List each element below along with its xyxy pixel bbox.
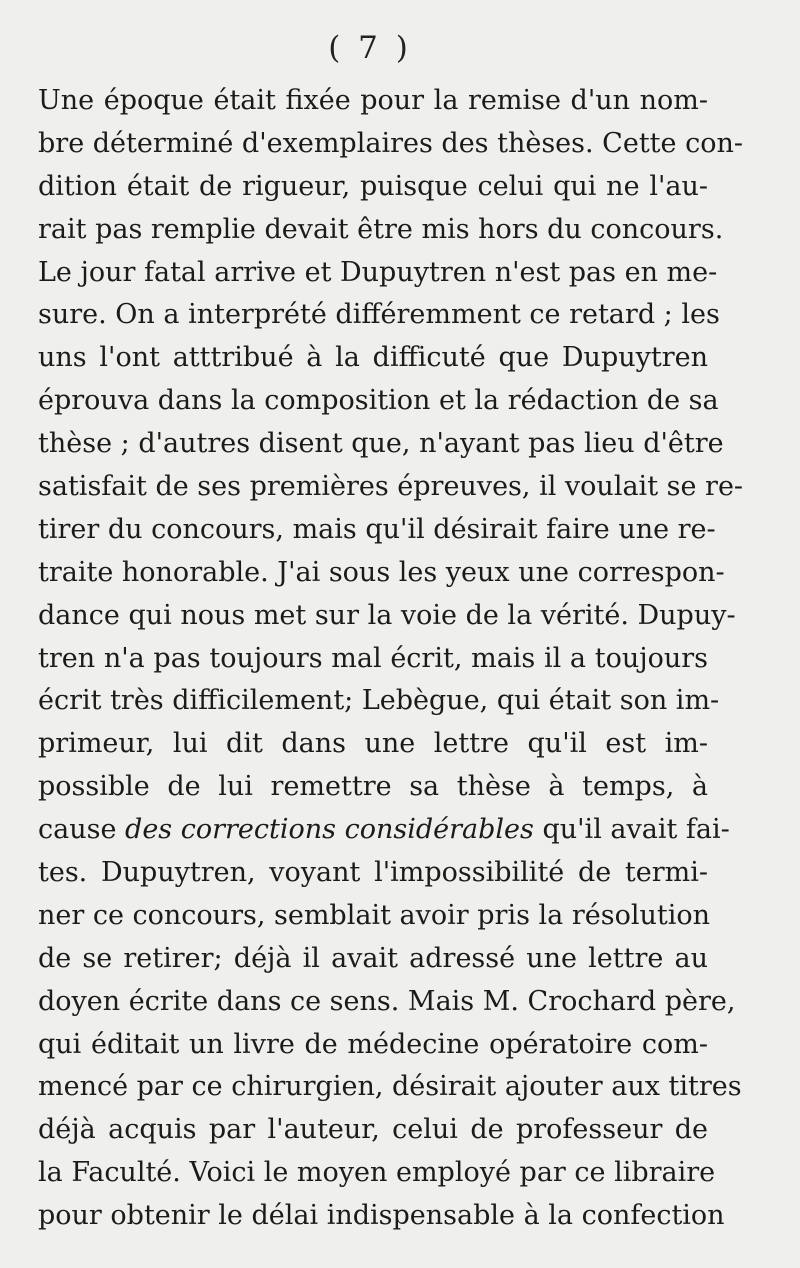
text-segment: qu'il avait fai-: [533, 814, 730, 846]
text-segment: dance qui nous met sur la voie de la vérité. Dupuy-: [38, 599, 736, 631]
text-line: [38, 723, 708, 766]
text-segment: doyen écrite dans ce sens. Mais M. Crochard père,: [38, 985, 736, 1017]
text-line: [38, 852, 708, 895]
text-line: [38, 466, 744, 509]
text-segment: dition était de rigueur, puisque celui qui ne l'au-: [38, 170, 708, 202]
page-number: ( 7 ): [328, 30, 412, 66]
text-segment: primeur, lui dit dans une lettre qu'il est im-: [38, 728, 708, 760]
text-line: [38, 680, 720, 723]
text-line: [38, 80, 708, 123]
text-line: [38, 595, 736, 638]
text-segment: tirer du concours, mais qu'il désirait faire une re-: [38, 513, 716, 545]
text-line: [38, 252, 718, 295]
text-line: [38, 380, 719, 423]
text-line: [38, 552, 725, 595]
text-line: [38, 638, 708, 681]
text-line: [38, 981, 736, 1024]
body-text: [38, 80, 744, 1238]
text-line: [38, 938, 708, 981]
text-line: [38, 895, 708, 938]
text-segment: de se retirer; déjà il avait adressé une lettre au: [38, 942, 708, 974]
text-segment: déjà acquis par l'auteur, celui de professeur de: [38, 1114, 708, 1146]
text-segment: cause: [38, 814, 126, 846]
text-line: [38, 423, 724, 466]
text-line: [38, 1195, 725, 1238]
text-segment: la Faculté. Voici le moyen employé par ce libraire: [38, 1157, 716, 1189]
italic-text: des corrections considérables: [125, 814, 534, 846]
text-line: [38, 337, 708, 380]
text-line: [38, 809, 730, 852]
text-line: [38, 1109, 708, 1152]
text-segment: mencé par ce chirurgien, désirait ajouter aux titres: [38, 1071, 742, 1103]
text-segment: thèse ; d'autres disent que, n'ayant pas lieu d'être: [38, 428, 724, 460]
text-segment: uns l'ont atttribué à la difficuté que Dupuytren: [38, 342, 708, 374]
text-segment: Une époque était fixée pour la remise d'un nom-: [38, 85, 708, 116]
text-line: [38, 166, 708, 209]
text-segment: éprouva dans la composition et la rédaction de sa: [38, 385, 719, 417]
text-segment: pour obtenir le délai indispensable à la confection: [38, 1200, 725, 1232]
text-line: [38, 509, 716, 552]
text-segment: Le jour fatal arrive et Dupuytren n'est pas en me-: [38, 256, 718, 288]
text-line: [38, 1152, 716, 1195]
text-line: [38, 209, 724, 252]
text-segment: ner ce concours, semblait avoir pris la résolution: [38, 899, 710, 931]
text-line: [38, 1066, 742, 1109]
text-line: [38, 1024, 708, 1067]
text-line: [38, 123, 743, 166]
text-line: [38, 766, 708, 809]
text-segment: écrit très difficilement; Lebègue, qui était son im-: [38, 685, 720, 717]
text-segment: rait pas remplie devait être mis hors du concours.: [38, 213, 724, 245]
text-segment: sure. On a interprété différemment ce retard ; les: [38, 299, 720, 331]
text-line: [38, 294, 720, 337]
text-segment: tes. Dupuytren, voyant l'impossibilité de termi-: [38, 857, 708, 889]
text-segment: traite honorable. J'ai sous les yeux une correspon-: [38, 556, 725, 588]
text-segment: qui éditait un livre de médecine opératoire com-: [38, 1028, 708, 1060]
text-segment: possible de lui remettre sa thèse à temps, à: [38, 771, 708, 803]
text-segment: bre déterminé d'exemplaires des thèses. Cette con-: [38, 127, 743, 159]
text-segment: satisfait de ses premières épreuves, il voulait se re-: [38, 471, 744, 503]
text-segment: tren n'a pas toujours mal écrit, mais il a toujours: [38, 642, 708, 674]
